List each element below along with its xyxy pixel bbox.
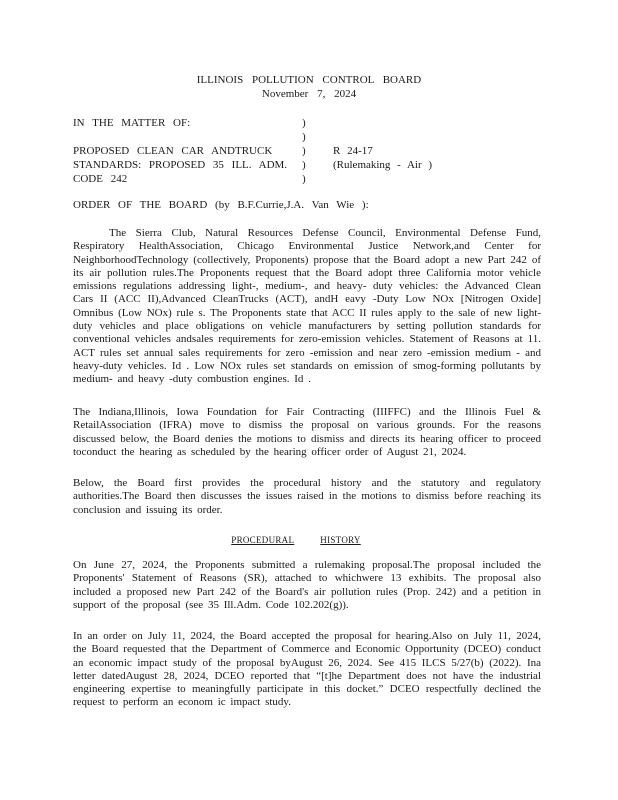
paragraph-intro: The Sierra Club, Natural Resources Defense Council, Environmental Defense Fund, Respiratory HealthAssociation, Chicago Environmental Justice Network,and Center for NeighborhoodTechnology (collectively, Proponents) propose that the Board adopt a new Part 242 of its air pollution rules.The Proponents request that the Board adopt three California motor vehicle emissions regulations addressing light-, medium-, and heavy- duty vehicles: the Advanced Clean Cars II (ACC II),Advanced CleanTrucks (ACT), andH eavy -Duty Low NOx [Nitrogen Oxide] Omnibus (Low NOx) rule s. The Proponents state that ACC II rules apply to the sale of new light-duty vehicles and place obligations on vehicle manufacturers by setting pollution standards for conventional vehicles andsales requirements for zero-emission vehicles. Statement of Reasons at 11. ACT rules set annual sales requirements for zero -emission and near zero -emission medium - and heavy-duty vehicles. Id . Low NOx rules set standards on emission of smog-forming pollutants by medium- and heavy -duty combustion engines. Id .	[73, 227, 541, 386]
section-heading-procedural-history: PROCEDURAL HISTORY	[231, 535, 361, 545]
paragraph-proposal-filed: On June 27, 2024, the Proponents submitted a rulemaking proposal.The proposal included the Proponents' Statement of Reasons (SR), attached to whichwere 13 exhibits. The proposal also included a proposed new Part 242 of the Board's air pollution rules (Prop. 242) and a petition in support of the proposal (see 35 Ill.Adm. Code 102.202(g)).	[73, 559, 541, 611]
caption-parentheses: ) ) ) ) )	[302, 117, 306, 185]
in-the-matter-label: IN THE MATTER OF:	[73, 117, 191, 129]
order-date: November 7, 2024	[261, 88, 357, 100]
docket-block	[333, 144, 432, 172]
docket-type: (Rulemaking - Air )	[333, 159, 433, 171]
agency-title: ILLINOIS POLLUTION CONTROL BOARD	[196, 74, 422, 86]
paragraph-overview: Below, the Board first provides the procedural history and the statutory and regulatory authorities.The Board then discusses the issues raised in the motions to dismiss before reaching its conclusion and issuing its order.	[73, 477, 541, 516]
order-line: ORDER OF THE BOARD (by B.F.Currie,J.A. Van Wie ):	[73, 199, 369, 211]
paragraph-dceo: In an order on July 11, 2024, the Board accepted the proposal for hearing.Also on July 11, 2024, the Board requested that the Department of Commerce and Economic Opportunity (DCEO) conduct an economic impact study of the proposal byAugust 26, 2024. See 415 ILCS 5/27(b) (2022). Ina letter datedAugust 28, 2024, DCEO reported that “[t]he Department does not have the industrial engineering expertise to meaningfully participate in this docket.” DCEO respectfully declined the request to perform an econom ic impact study.	[73, 630, 541, 709]
case-title: PROPOSED CLEAN CAR ANDTRUCK STANDARDS: PROPOSED 35 ILL. ADM. CODE 242	[73, 145, 288, 185]
paragraph-motions: The Indiana,Illinois, Iowa Foundation for Fair Contracting (IIIFFC) and the Illinois Fuel & RetailAssociation (IFRA) move to dismiss the proposal on various grounds. For the reasons discussed below, the Board denies the motions to dismiss and directs its hearing officer to proceed toconduct the hearing as scheduled by the hearing officer order of August 21, 2024.	[73, 406, 541, 458]
docket-number: R 24-17	[333, 145, 373, 157]
